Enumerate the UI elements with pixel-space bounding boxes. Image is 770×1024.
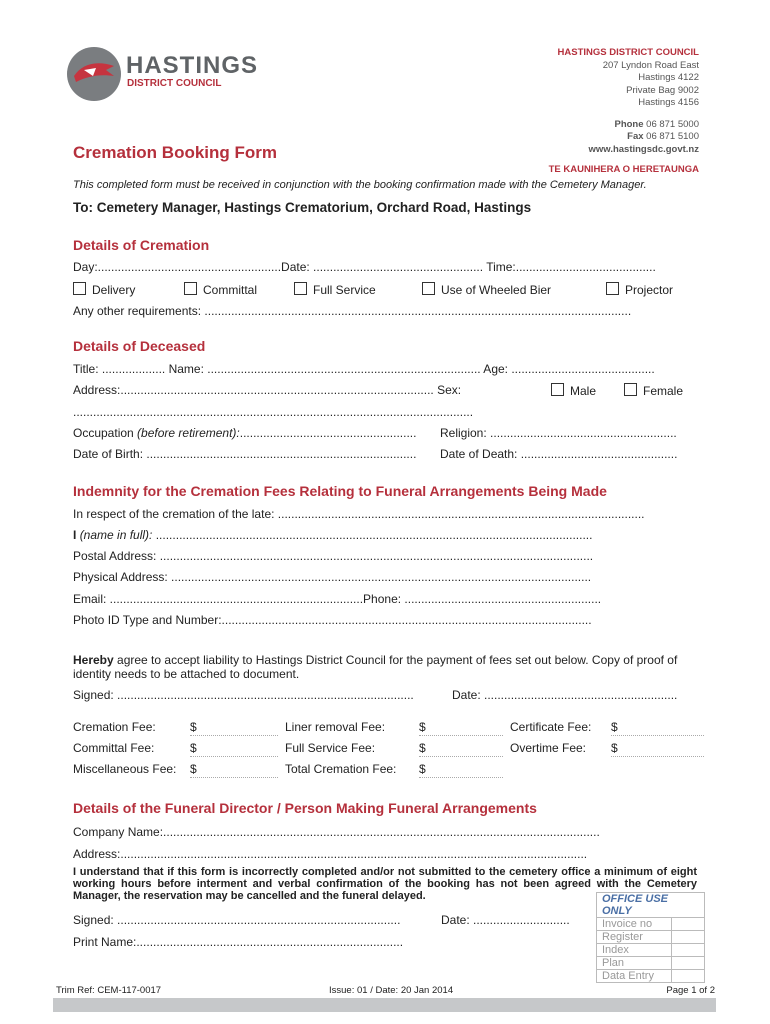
- fee-miscellaneous: Miscellaneous Fee:: [73, 762, 177, 776]
- office-row-label: Plan: [597, 957, 672, 970]
- fee-currency: $: [611, 720, 618, 734]
- sex-female[interactable]: Female: [624, 383, 683, 398]
- office-row-value[interactable]: [672, 970, 705, 983]
- office-row-label: Register: [597, 931, 672, 944]
- office-row-value[interactable]: [672, 957, 705, 970]
- fee-currency: $: [419, 741, 426, 755]
- fee-currency: $: [419, 762, 426, 776]
- logo: [66, 46, 122, 107]
- page-title: Cremation Booking Form: [73, 143, 278, 162]
- address-line: HASTINGS DISTRICT COUNCIL: [557, 47, 699, 58]
- email-phone-field[interactable]: Email: ............................................................................Phone: ...........................................................: [73, 592, 602, 606]
- checkbox[interactable]: [551, 383, 564, 396]
- logo-emblem-icon: [66, 46, 122, 102]
- fax-line: Fax 06 871 5100: [627, 131, 699, 142]
- fee-cremation: Cremation Fee:: [73, 720, 156, 734]
- option-wheeled-bier[interactable]: Use of Wheeled Bier: [422, 282, 551, 297]
- brand-name: HASTINGS: [126, 52, 259, 79]
- sex-male[interactable]: Male: [551, 383, 596, 398]
- company-name-field[interactable]: Company Name:...................................................................................................................................: [73, 825, 600, 839]
- phone-line: Phone 06 871 5000: [614, 118, 699, 130]
- option-delivery[interactable]: Delivery: [73, 282, 135, 297]
- address-line: Hastings 4156: [638, 97, 699, 108]
- name-in-full-field[interactable]: I (name in full): ...................................................................................................................................: [73, 528, 593, 542]
- hereby-statement: Hereby agree to accept liability to Hastings District Council for the payment of fees set out below. Copy of proof of identity needs to be attached to document.: [73, 653, 678, 681]
- fee-input-full-service[interactable]: [419, 756, 503, 757]
- fee-currency: $: [419, 720, 426, 734]
- option-full-service[interactable]: Full Service: [294, 282, 376, 297]
- fee-overtime: Overtime Fee:: [510, 741, 587, 755]
- checkbox[interactable]: [73, 282, 86, 295]
- fee-full-service: Full Service Fee:: [285, 741, 376, 755]
- dob-field[interactable]: Date of Birth: .................................................................................: [73, 447, 417, 461]
- office-row-label: Index: [597, 944, 672, 957]
- checkbox[interactable]: [422, 282, 435, 295]
- fee-total: Total Cremation Fee:: [285, 762, 397, 776]
- address-sex-field[interactable]: Address:.............................................................................................. Sex:: [73, 383, 462, 397]
- footer-page: Page 1 of 2: [666, 985, 715, 996]
- option-projector[interactable]: Projector: [606, 282, 673, 297]
- postal-address-field[interactable]: Postal Address: ..................................................................................................................................: [73, 549, 594, 563]
- office-row-label: Data Entry: [597, 970, 672, 983]
- footer-bar: [53, 998, 716, 1012]
- address-line: 207 Lyndon Road East: [602, 59, 699, 71]
- checkbox[interactable]: [294, 282, 307, 295]
- website[interactable]: www.hastingsdc.govt.nz: [588, 143, 699, 155]
- fee-input-miscellaneous[interactable]: [190, 777, 278, 778]
- fee-input-cremation[interactable]: [190, 735, 278, 736]
- heading-funeral-director: Details of the Funeral Director / Person Making Funeral Arrangements: [73, 800, 537, 816]
- occupation-field[interactable]: Occupation (before retirement):.....................................................: [73, 426, 417, 440]
- footer-trim-ref: Trim Ref: CEM-117-0017: [56, 985, 162, 996]
- religion-field[interactable]: Religion: ........................................................: [440, 426, 677, 440]
- day-date-time-field[interactable]: Day:.......................................................Date: ................................................... Time:..........................................: [73, 260, 656, 274]
- funeral-signed-field[interactable]: Signed: .....................................................................................: [73, 913, 401, 927]
- fee-committal: Committal Fee:: [73, 741, 155, 755]
- office-row-label: Invoice no: [597, 918, 672, 931]
- understand-statement: I understand that if this form is incorrectly completed and/or not submitted to the cemetery office a minimum of eight working hours before interment and verbal confirmation of the booking has not been agreed with the Cemetery Manager, the reservation may be cancelled and the funeral delayed.: [73, 866, 697, 902]
- photo-id-field[interactable]: Photo ID Type and Number:...............................................................................................................: [73, 613, 592, 627]
- title-name-age-field[interactable]: Title: ................... Name: .................................................................................. Age: ...........................................: [73, 362, 655, 376]
- funeral-address-field[interactable]: Address:............................................................................................................................................: [73, 847, 588, 861]
- other-requirements-field[interactable]: Any other requirements: ................................................................................................................................: [73, 304, 632, 318]
- address-line: Private Bag 9002: [626, 84, 699, 96]
- footer-issue: Issue: 01 / Date: 20 Jan 2014: [329, 985, 454, 996]
- print-name-field[interactable]: Print Name:................................................................................: [73, 935, 404, 949]
- dod-field[interactable]: Date of Death: ...............................................: [440, 447, 678, 461]
- council-address: [549, 47, 699, 177]
- option-committal[interactable]: Committal: [184, 282, 257, 297]
- heading-deceased: Details of Deceased: [73, 338, 206, 354]
- office-use-table: [596, 892, 705, 983]
- office-use-title: OFFICE USE ONLY: [597, 893, 705, 918]
- heading-indemnity: Indemnity for the Cremation Fees Relating to Funeral Arrangements Being Made: [73, 483, 607, 499]
- funeral-date-field[interactable]: Date: .............................: [441, 913, 570, 927]
- heading-cremation: Details of Cremation: [73, 237, 210, 253]
- fee-liner-removal: Liner removal Fee:: [285, 720, 386, 734]
- fee-certificate: Certificate Fee:: [510, 720, 592, 734]
- fee-input-total[interactable]: [419, 777, 503, 778]
- brand-subtitle: DISTRICT COUNCIL: [127, 78, 222, 89]
- fee-currency: $: [190, 741, 197, 755]
- intro-text: This completed form must be received in conjunction with the booking confirmation made with the Cemetery Manager.: [73, 179, 647, 191]
- fee-input-certificate[interactable]: [611, 735, 704, 736]
- fee-currency: $: [190, 762, 197, 776]
- fee-input-liner[interactable]: [419, 735, 503, 736]
- physical-address-field[interactable]: Physical Address: ..............................................................................................................................: [73, 570, 592, 584]
- indemnity-signed-field[interactable]: Signed: .........................................................................................: [73, 688, 414, 702]
- checkbox[interactable]: [624, 383, 637, 396]
- to-line: To: Cemetery Manager, Hastings Crematorium, Orchard Road, Hastings: [73, 200, 532, 215]
- address-line: Hastings 4122: [638, 72, 699, 83]
- indemnity-date-field[interactable]: Date: ..........................................................: [452, 688, 678, 702]
- office-row-value[interactable]: [672, 918, 705, 931]
- fee-input-committal[interactable]: [190, 756, 278, 757]
- fee-currency: $: [611, 741, 618, 755]
- respect-of-field[interactable]: In respect of the cremation of the late: ..............................................................................................................: [73, 507, 645, 521]
- address-continued-field[interactable]: ........................................................................................................................: [73, 405, 474, 419]
- fee-currency: $: [190, 720, 197, 734]
- fee-input-overtime[interactable]: [611, 756, 704, 757]
- checkbox[interactable]: [606, 282, 619, 295]
- checkbox[interactable]: [184, 282, 197, 295]
- maori-name: TE KAUNIHERA O HERETAUNGA: [548, 164, 699, 175]
- office-use-box: [596, 892, 705, 983]
- office-row-value[interactable]: [672, 931, 705, 944]
- office-row-value[interactable]: [672, 944, 705, 957]
